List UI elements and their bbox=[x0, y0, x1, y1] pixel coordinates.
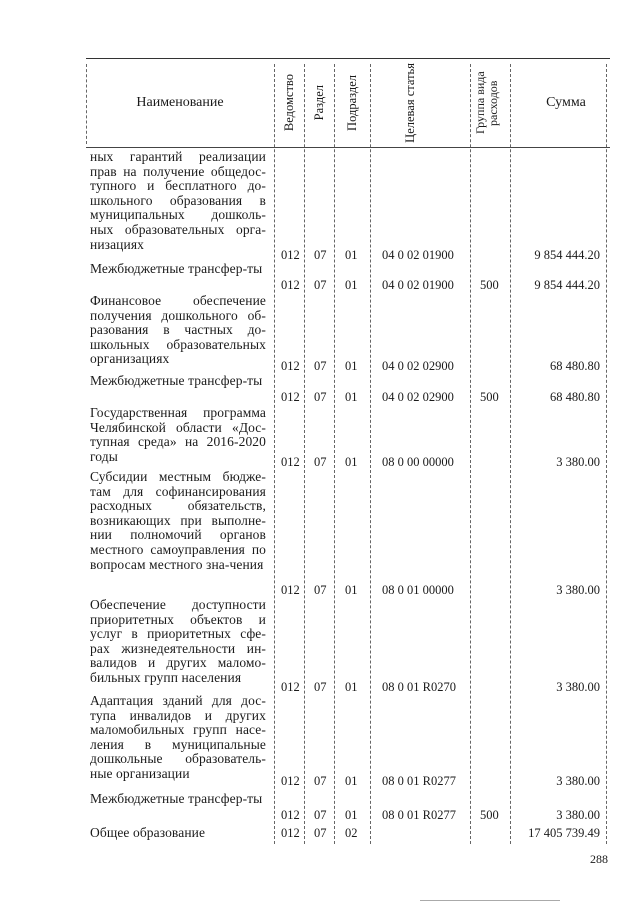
row-podrazdel: 01 bbox=[345, 583, 358, 597]
row-gruppa: 500 bbox=[480, 808, 499, 822]
row-ved: 012 bbox=[281, 826, 300, 840]
row-razdel: 07 bbox=[314, 248, 327, 262]
row-podrazdel: 01 bbox=[345, 680, 358, 694]
header-bottom-rule bbox=[86, 147, 610, 148]
page-number: 288 bbox=[590, 852, 608, 866]
row-razdel: 07 bbox=[314, 278, 327, 292]
row-name: Межбюджетные трансфер-ты bbox=[90, 791, 263, 806]
row-name: Финансовое обеспечение получения дошкольного об-разования в частных до-школьных образовательных организациях bbox=[90, 293, 266, 367]
header-ved: Ведомство bbox=[281, 74, 296, 132]
row-celevaya: 08 0 01 R0270 bbox=[382, 680, 456, 694]
row-summa: 68 480.80 bbox=[550, 390, 600, 404]
row-razdel: 07 bbox=[314, 359, 327, 373]
header-celevaya: Целевая статья bbox=[403, 63, 417, 143]
header-podrazdel-cell bbox=[334, 59, 370, 147]
table-row bbox=[86, 598, 610, 694]
row-summa: 68 480.80 bbox=[550, 359, 600, 373]
row-razdel: 07 bbox=[314, 826, 327, 840]
table-row bbox=[86, 150, 610, 262]
row-name: Государственная программа Челябинской области «Дос-тупная среда» на 2016-2020 годы bbox=[90, 405, 266, 464]
row-celevaya: 08 0 01 R0277 bbox=[382, 808, 456, 822]
row-name: Межбюджетные трансфер-ты bbox=[90, 373, 263, 388]
row-podrazdel: 01 bbox=[345, 248, 358, 262]
row-ved: 012 bbox=[281, 680, 300, 694]
table-row bbox=[86, 826, 610, 842]
header-gruppa-cell bbox=[470, 59, 510, 147]
table-row bbox=[86, 792, 610, 824]
row-razdel: 07 bbox=[314, 390, 327, 404]
column-divider bbox=[86, 64, 87, 144]
row-ved: 012 bbox=[281, 774, 300, 788]
header-name: Наименование bbox=[136, 95, 224, 110]
header-podrazdel: Подраздел bbox=[344, 75, 359, 131]
table-row bbox=[86, 406, 610, 470]
row-summa: 3 380.00 bbox=[556, 680, 600, 694]
row-podrazdel: 01 bbox=[345, 808, 358, 822]
table-header bbox=[86, 59, 610, 147]
header-summa: Сумма bbox=[546, 95, 586, 110]
row-podrazdel: 01 bbox=[345, 774, 358, 788]
row-name: Межбюджетные трансфер-ты bbox=[90, 261, 263, 276]
footer-rule bbox=[420, 900, 560, 901]
row-celevaya: 04 0 02 02900 bbox=[382, 390, 454, 404]
row-gruppa: 500 bbox=[480, 278, 499, 292]
header-razdel-cell bbox=[304, 59, 334, 147]
header-ved-cell bbox=[274, 59, 304, 147]
row-summa: 3 380.00 bbox=[556, 808, 600, 822]
row-name: Обеспечение доступности приоритетных объектов и услуг в приоритетных сфе-рах жизнедеятельности ин-валидов и других маломо-бильных групп населения bbox=[90, 597, 266, 685]
row-ved: 012 bbox=[281, 248, 300, 262]
header-razdel: Раздел bbox=[311, 85, 326, 121]
row-summa: 3 380.00 bbox=[556, 583, 600, 597]
row-podrazdel: 01 bbox=[345, 359, 358, 373]
row-name: Общее образование bbox=[90, 825, 206, 840]
row-name: Адаптация зданий для дос-тупа инвалидов и других маломобильных групп насе-ления в муниципальные дошкольные образователь-ные организации bbox=[90, 693, 266, 781]
row-ved: 012 bbox=[281, 455, 300, 469]
row-podrazdel: 01 bbox=[345, 455, 358, 469]
row-celevaya: 08 0 01 00000 bbox=[382, 583, 454, 597]
row-summa: 3 380.00 bbox=[556, 455, 600, 469]
row-celevaya: 08 0 00 00000 bbox=[382, 455, 454, 469]
row-celevaya: 04 0 02 01900 bbox=[382, 278, 454, 292]
row-gruppa: 500 bbox=[480, 390, 499, 404]
row-ved: 012 bbox=[281, 278, 300, 292]
row-razdel: 07 bbox=[314, 455, 327, 469]
table-row bbox=[86, 294, 610, 374]
row-ved: 012 bbox=[281, 390, 300, 404]
table-row bbox=[86, 374, 610, 406]
row-celevaya: 04 0 02 02900 bbox=[382, 359, 454, 373]
row-name: Субсидии местным бюдже-там для софинансирования расходных обязательств, возникающих при выполне-нии полномочий органов местного самоуправления по вопросам местного зна-чения bbox=[90, 469, 266, 572]
row-celevaya: 04 0 02 01900 bbox=[382, 248, 454, 262]
row-razdel: 07 bbox=[314, 583, 327, 597]
row-razdel: 07 bbox=[314, 680, 327, 694]
table-row bbox=[86, 470, 610, 598]
row-podrazdel: 01 bbox=[345, 390, 358, 404]
row-ved: 012 bbox=[281, 359, 300, 373]
row-podrazdel: 01 bbox=[345, 278, 358, 292]
table-row bbox=[86, 262, 610, 294]
row-razdel: 07 bbox=[314, 774, 327, 788]
row-celevaya: 08 0 01 R0277 bbox=[382, 774, 456, 788]
header-gruppa: Группа вида расходов bbox=[473, 71, 500, 135]
row-ved: 012 bbox=[281, 583, 300, 597]
row-summa: 17 405 739.49 bbox=[528, 826, 600, 840]
table-row bbox=[86, 694, 610, 790]
row-summa: 9 854 444.20 bbox=[534, 278, 600, 292]
row-summa: 3 380.00 bbox=[556, 774, 600, 788]
row-ved: 012 bbox=[281, 808, 300, 822]
row-podrazdel: 02 bbox=[345, 826, 358, 840]
row-name: ных гарантий реализации прав на получение общедос-тупного и бесплатного до-школьного образования в муниципальных дошколь-ных образовательных орга-низациях bbox=[90, 149, 266, 252]
header-celevaya-cell bbox=[370, 59, 470, 147]
row-razdel: 07 bbox=[314, 808, 327, 822]
row-summa: 9 854 444.20 bbox=[534, 248, 600, 262]
